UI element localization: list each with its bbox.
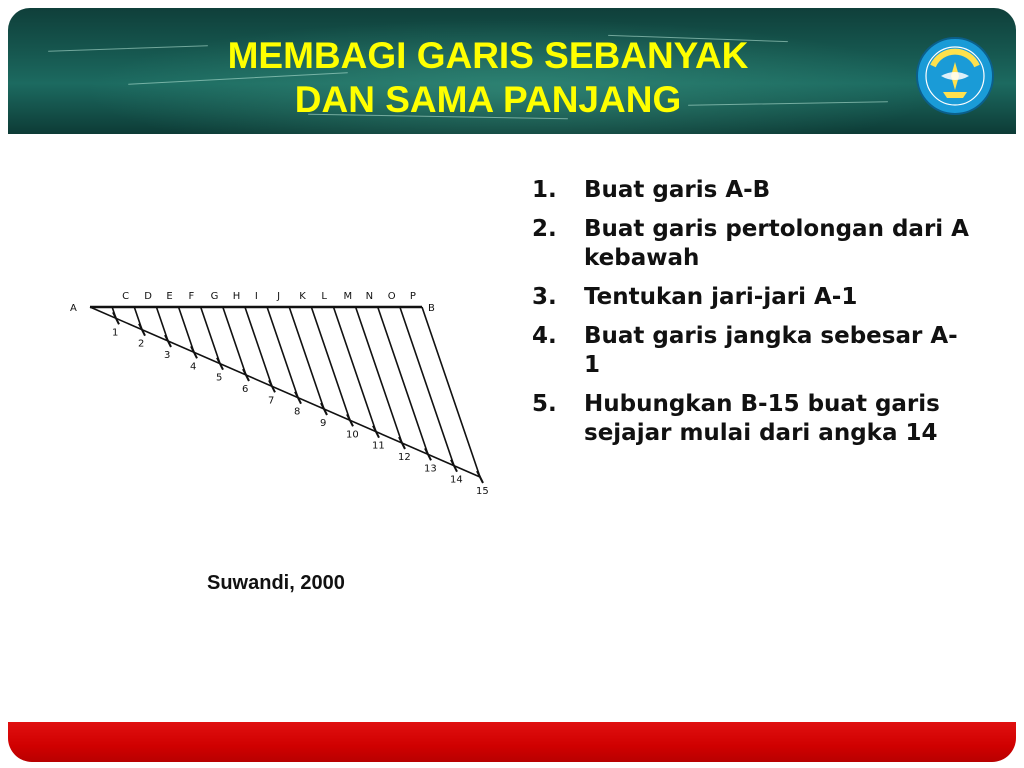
tut-wuri-handayani-logo (915, 36, 995, 116)
point-label-h: H (232, 291, 241, 302)
division-number-9: 9 (320, 418, 327, 429)
slide-footer-bar (8, 722, 1016, 762)
step-item (532, 215, 972, 273)
parallel-line-5 (201, 307, 220, 364)
step-number: 3. (532, 284, 557, 310)
tick-mark-12 (399, 437, 405, 449)
step-text: Hubungkan B-15 buat garis sejajar mulai dari angka 14 (584, 391, 940, 446)
step-number: 4. (532, 323, 557, 349)
point-label-b: B (428, 303, 435, 314)
division-number-11: 11 (372, 440, 385, 452)
step-text: Buat garis pertolongan dari A kebawah (584, 216, 969, 271)
tick-mark-1 (113, 312, 119, 324)
step-item (532, 390, 972, 448)
slide-title-line-1: MEMBAGI GARIS SEBANYAK (227, 35, 749, 76)
slide-header (8, 8, 1016, 134)
division-number-14: 14 (450, 474, 463, 486)
step-text: Buat garis jangka sebesar A-1 (584, 323, 958, 378)
point-label-i: I (254, 291, 258, 302)
parallel-line-7 (245, 307, 272, 386)
tick-mark-11 (373, 426, 379, 438)
parallel-line-14 (400, 307, 454, 466)
step-item (532, 176, 972, 205)
division-number-6: 6 (242, 384, 249, 395)
division-number-10: 10 (346, 429, 359, 441)
step-number: 5. (532, 391, 557, 417)
division-number-4: 4 (190, 361, 197, 373)
tick-mark-10 (347, 414, 353, 426)
step-number: 2. (532, 216, 557, 242)
parallel-line-4 (179, 307, 194, 352)
tick-mark-14 (451, 460, 457, 472)
slide-title (88, 34, 888, 122)
division-number-12: 12 (398, 452, 411, 463)
division-number-5: 5 (216, 372, 223, 384)
division-number-7: 7 (268, 395, 275, 407)
diagram-caption: Suwandi, 2000 (207, 572, 345, 594)
tick-mark-7 (269, 380, 275, 392)
parallel-line-13 (378, 307, 428, 454)
point-label-l: L (321, 291, 327, 302)
point-label-g: G (210, 291, 219, 302)
division-number-1: 1 (112, 327, 119, 339)
point-label-d: D (144, 291, 152, 302)
parallel-line-9 (289, 307, 324, 409)
point-label-j: J (277, 291, 281, 302)
division-number-15: 15 (476, 486, 489, 497)
tick-mark-15 (477, 471, 483, 483)
tick-mark-13 (425, 448, 431, 460)
division-number-2: 2 (138, 338, 145, 350)
step-item (532, 322, 972, 380)
step-item (532, 283, 972, 312)
slide-title-line-2: DAN SAMA PANJANG (294, 79, 682, 120)
parallel-line-15 (422, 307, 480, 477)
point-label-e: E (166, 291, 173, 302)
tick-mark-5 (217, 358, 223, 370)
parallel-line-12 (356, 307, 402, 443)
parallel-line-6 (223, 307, 246, 375)
parallel-line-11 (333, 307, 376, 432)
tick-mark-8 (295, 392, 301, 404)
division-number-13: 13 (424, 463, 437, 475)
tick-mark-4 (191, 346, 197, 358)
tick-mark-3 (165, 335, 171, 347)
helper-line (90, 307, 480, 477)
point-label-n: N (365, 291, 374, 302)
point-label-k: K (299, 291, 306, 302)
step-text: Buat garis A-B (584, 177, 771, 203)
tick-mark-6 (243, 369, 249, 381)
point-label-c: C (122, 291, 130, 302)
point-label-f: F (188, 291, 195, 302)
steps-list (532, 176, 972, 458)
point-label-m: M (343, 291, 353, 302)
tick-mark-2 (139, 324, 145, 336)
point-label-a: A (70, 303, 77, 314)
division-number-8: 8 (294, 406, 301, 418)
division-number-3: 3 (164, 350, 171, 361)
line-division-diagram (60, 275, 500, 505)
step-text: Tentukan jari-jari A-1 (584, 284, 858, 310)
point-label-o: O (387, 291, 396, 302)
point-label-p: P (409, 291, 416, 302)
parallel-line-10 (311, 307, 350, 420)
step-number: 1. (532, 177, 557, 203)
tick-mark-9 (321, 403, 327, 415)
